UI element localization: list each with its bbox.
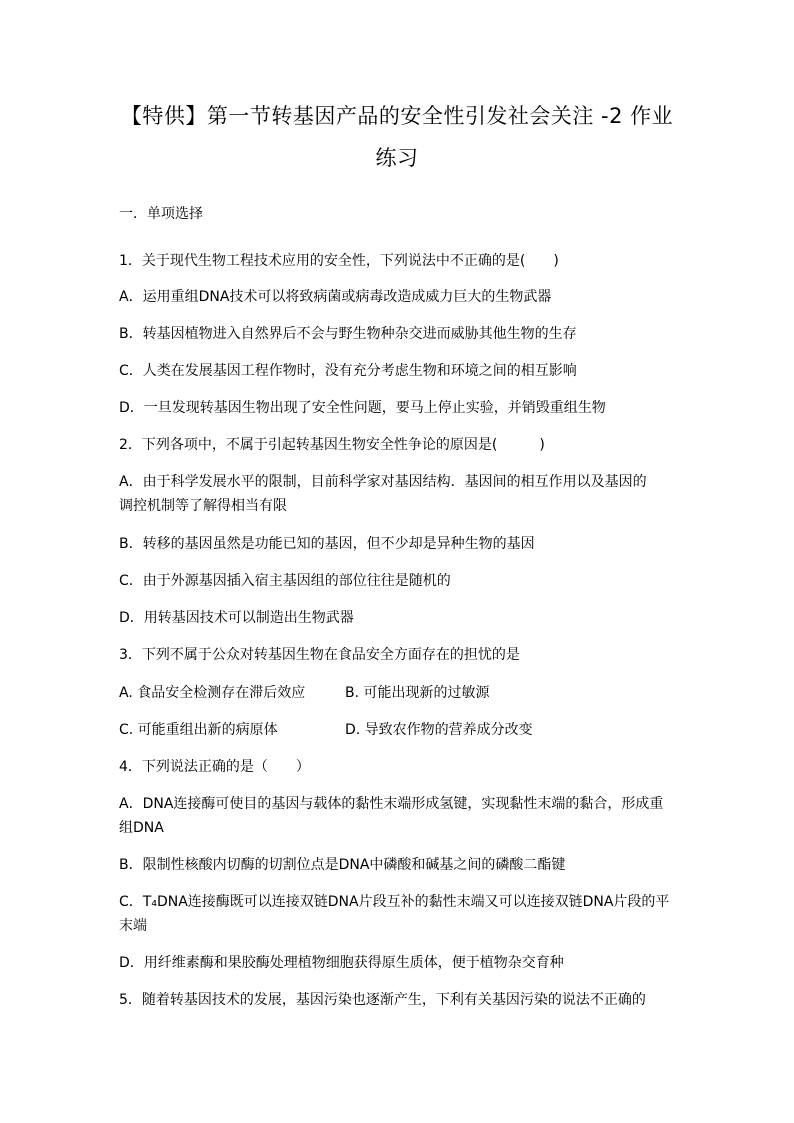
question-3-stem: 3．下列不属于公众对转基因生物在食品安全方面存在的担忧的是 <box>119 647 520 663</box>
question-4-option-c-cont: 末端 <box>119 918 147 934</box>
document-title-line2: 练习 <box>375 146 419 170</box>
question-3-option-c: C. 可能重组出新的病原体 <box>119 722 278 738</box>
question-1-stem: 1．关于现代生物工程技术应用的安全性，下列说法中不正确的是( ) <box>119 253 559 269</box>
question-4-option-c: C．T₄DNA连接酶既可以连接双链DNA片段互补的黏性末端又可以连接双链DNA片段的平 <box>119 894 670 910</box>
question-4-option-b: B．限制性核酸内切酶的切割位点是DNA中磷酸和碱基之间的磷酸二酯键 <box>119 857 566 873</box>
question-2-option-c: C．由于外源基因插入宿主基因组的部位往往是随机的 <box>119 573 451 589</box>
question-3-option-a: A. 食品安全检测存在滞后效应 <box>119 685 306 701</box>
question-4-stem: 4．下列说法正确的是（ ） <box>119 759 310 775</box>
question-2-stem: 2．下列各项中，不属于引起转基因生物安全性争论的原因是( ) <box>119 437 545 453</box>
document-title: 【特供】第一节转基因产品的安全性引发社会关注 -2 作业 <box>120 104 674 128</box>
section-heading: 一．单项选择 <box>119 206 203 222</box>
question-4-option-a: A．DNA连接酶可使目的基因与载体的黏性末端形成氢键，实现黏性末端的黏合，形成重 <box>119 796 664 812</box>
question-1-option-b: B．转基因植物进入自然界后不会与野生物种杂交进而威胁其他生物的生存 <box>119 326 577 342</box>
question-3-option-b: B. 可能出现新的过敏源 <box>345 685 490 701</box>
question-2-option-b: B．转移的基因虽然是功能已知的基因，但不少却是异种生物的基因 <box>119 536 535 552</box>
question-2-option-d: D．用转基因技术可以制造出生物武器 <box>119 610 354 626</box>
question-1-option-c: C．人类在发展基因工程作物时，没有充分考虑生物和环境之间的相互影响 <box>119 363 577 379</box>
question-4-option-a-cont: 组DNA <box>119 820 164 836</box>
question-1-option-a: A．运用重组DNA技术可以将致病菌或病毒改造成威力巨大的生物武器 <box>119 289 552 305</box>
question-3-options-row2 <box>119 719 679 741</box>
question-2-option-a: A．由于科学发展水平的限制，目前科学家对基因结构．基因间的相互作用以及基因的 <box>119 474 647 490</box>
question-1-option-d: D．一旦发现转基因生物出现了安全性问题，要马上停止实验，并销毁重组生物 <box>119 400 606 416</box>
question-3-options-row1 <box>119 682 679 704</box>
question-4-option-d: D．用纤维素酶和果胶酶处理植物细胞获得原生质体，便于植物杂交育种 <box>119 955 564 971</box>
question-2-option-a-cont: 调控机制等了解得相当有限 <box>119 498 287 514</box>
question-3-option-d: D. 导致农作物的营养成分改变 <box>345 722 533 738</box>
question-5-stem: 5．随着转基因技术的发展，基因污染也逐渐产生，下利有关基因污染的说法不正确的 <box>119 992 646 1008</box>
